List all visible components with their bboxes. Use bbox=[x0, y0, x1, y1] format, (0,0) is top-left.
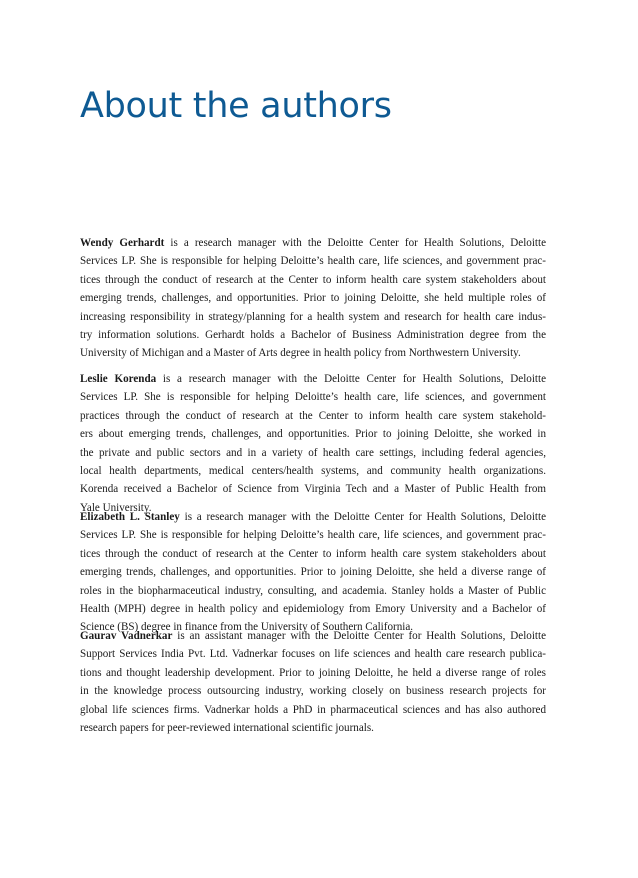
author-bio bbox=[80, 627, 546, 737]
author-bio bbox=[80, 508, 546, 637]
bio-line: Yale University. bbox=[80, 501, 152, 514]
bio-line: try information solutions. Gerhardt holds a Bachelor of Business Administration degree from the bbox=[80, 329, 546, 342]
bio-line: global life sciences firms. Vadnerkar holds a PhD in pharmaceutical sciences and has also authored bbox=[80, 703, 546, 716]
bio-line: roles in the biopharmaceutical industry, consulting, and academia. Stanley holds a Master of Public bbox=[80, 584, 546, 597]
author-name: Leslie Korenda bbox=[80, 373, 157, 385]
author-name: Gaurav Vadnerkar bbox=[80, 630, 173, 642]
bio-line: the private and public sectors and in a variety of health care settings, including federal agencies, bbox=[80, 446, 546, 459]
bio-line: Gaurav Vadnerkar is an assistant manager with the Deloitte Center for Health Solutions, Deloitte bbox=[80, 630, 546, 642]
bio-line: Services LP. She is responsible for helping Deloitte’s health care, life sciences, and government prac- bbox=[80, 255, 546, 268]
bio-line: increasing responsibility in strategy/planning for a health system and research for health care indus- bbox=[80, 310, 546, 323]
bio-line: Services LP. She is responsible for helping Deloitte’s health care, life sciences, and government bbox=[80, 391, 546, 404]
bio-line: Science (BS) degree in finance from the University of Southern California. bbox=[80, 621, 414, 634]
bio-line: research papers for peer-reviewed international scientific journals. bbox=[80, 722, 374, 735]
bio-line: Korenda received a Bachelor of Science from Virginia Tech and a Master of Public Health from bbox=[80, 483, 546, 496]
author-name: Wendy Gerhardt bbox=[80, 237, 165, 249]
bio-line: Leslie Korenda is a research manager with the Deloitte Center for Health Solutions, Deloitte bbox=[80, 373, 546, 385]
bio-line: ers about emerging trends, challenges, and opportunities. Prior to joining Deloitte, she worked in bbox=[80, 428, 546, 441]
bio-line: in the knowledge process outsourcing industry, working closely on business research projects for bbox=[80, 685, 546, 698]
bio-line: tions and thought leadership development. Prior to joining Deloitte, he held a diverse range of roles bbox=[80, 666, 546, 679]
author-bio bbox=[80, 370, 546, 517]
bio-line: University of Michigan and a Master of Arts degree in health policy from Northwestern University. bbox=[80, 347, 521, 360]
bio-line: practices through the conduct of research at the Center to inform health care system stakehold- bbox=[80, 409, 546, 422]
bio-line: Support Services India Pvt. Ltd. Vadnerkar focuses on life sciences and health care research publica- bbox=[80, 648, 546, 661]
bio-line: emerging trends, challenges, and opportunities. Prior to joining Deloitte, she held a diverse range of bbox=[80, 566, 546, 579]
bio-line: Wendy Gerhardt is a research manager with the Deloitte Center for Health Solutions, Deloitte bbox=[80, 237, 547, 249]
bio-line: Health (MPH) degree in health policy and epidemiology from Emory University and a Bachelor of bbox=[80, 603, 546, 616]
author-bio bbox=[80, 234, 546, 363]
bio-line: Elizabeth L. Stanley is a research manager with the Deloitte Center for Health Solutions, Deloitte bbox=[80, 511, 546, 523]
bio-line: local health departments, medical centers/health systems, and community health organizations. bbox=[80, 465, 546, 478]
author-name: Elizabeth L. Stanley bbox=[80, 511, 180, 523]
bio-line: emerging trends, challenges, and opportunities. Prior to joining Deloitte, she held multiple roles of bbox=[80, 292, 546, 305]
bio-line: Services LP. She is responsible for helping Deloitte’s health care, life sciences, and government prac- bbox=[80, 529, 546, 542]
bio-line: tices through the conduct of research at the Center to inform health care system stakeholders about bbox=[80, 273, 546, 286]
bio-line: tices through the conduct of research at the Center to inform health care system stakeholders about bbox=[80, 547, 546, 560]
page-title: About the authors bbox=[80, 86, 392, 126]
